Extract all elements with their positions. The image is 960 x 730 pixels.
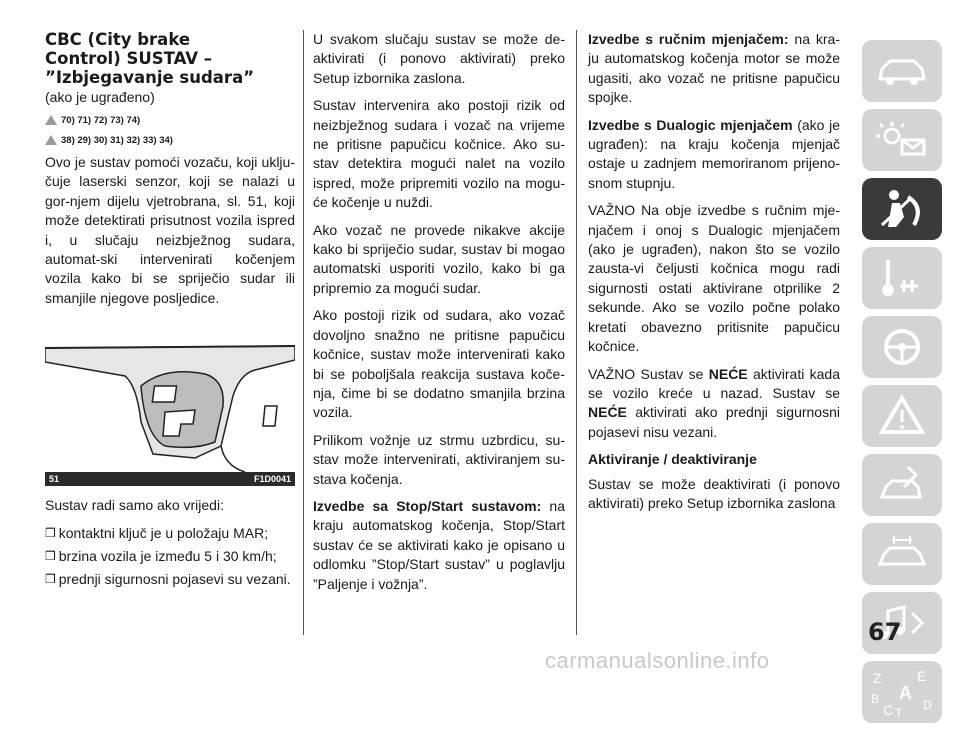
wrench-car-icon xyxy=(874,463,930,507)
warning-triangle-icon xyxy=(874,394,930,438)
index-letter: D xyxy=(923,698,932,712)
tab-index[interactable] xyxy=(862,661,942,723)
title-line-3: ”Izbjegavanje sudara” xyxy=(45,68,255,87)
paragraph-dualogic: Izvedbe s Dualogic mjenjačem (ako je ugrađen): na kraju kočenja mjenjač ostaje u zadnjem memoriranom prijeno-snom stupnju. xyxy=(588,116,841,191)
conditions-intro: Sustav radi samo ako vrijedi: xyxy=(45,497,224,514)
key-icon xyxy=(874,256,930,300)
section-title xyxy=(45,30,295,87)
conditions-list xyxy=(45,524,295,590)
figure-51 xyxy=(45,326,295,486)
warning-triangle-icon xyxy=(45,115,57,125)
figure-caption xyxy=(45,472,295,486)
tab-steering[interactable] xyxy=(862,316,942,378)
paragraph: Sustav se može deaktivirati (i ponovo aktivirati) preko Setup izbornika zaslona xyxy=(588,475,840,511)
paragraph-stop-start: Izvedbe sa Stop/Start sustavom: na kraju automatskog kočenja, Stop/Start sustav će se aktivirati kako je opisano u odlomku ”Stop/Start sustav” u poglavlju ”Paljenje i vožnja”. xyxy=(313,497,565,592)
column-2 xyxy=(313,30,565,602)
paragraph-important-2: VAŽNO Sustav se NEĆE aktivirati kada se vozilo kreće u nazad. Sustav se NEĆE aktivirati ako prednji sigurnosni pojasevi nisu vezani. xyxy=(588,365,841,440)
column-divider xyxy=(576,30,577,635)
title-line-1: CBC (City brake xyxy=(45,30,191,49)
tab-technical-data[interactable] xyxy=(862,523,942,585)
column-1 xyxy=(45,30,295,594)
warning-refs-2-text: 38) 29) 30) 31) 32) 33) 34) xyxy=(61,134,173,146)
warning-refs-1-text: 70) 71) 72) 73) 74) xyxy=(61,114,141,126)
warning-refs-1 xyxy=(45,113,295,127)
title-line-2: Control) SUSTAV – xyxy=(45,49,213,68)
windscreen-sensor-illustration xyxy=(45,326,295,472)
airbag-seat-icon xyxy=(874,187,930,231)
tab-warning-lights[interactable] xyxy=(862,109,942,171)
paragraph: Ako vozač ne provede nikakve akcije kako bi spriječio sudar, sustav bi mogao automatski usporiti vozilo, kako bi ga pripremio za mogući sudar. xyxy=(313,221,565,296)
warning-refs-2 xyxy=(45,133,295,147)
index-letter: Z xyxy=(873,670,882,686)
tab-safety[interactable] xyxy=(862,178,942,240)
checkbox-bullet-icon: ❒ xyxy=(45,572,56,587)
tab-maintenance[interactable] xyxy=(862,454,942,516)
index-letter: C xyxy=(883,702,894,718)
figure-code: F1D0041 xyxy=(253,474,291,485)
data-car-icon xyxy=(874,532,930,576)
paragraph: Sustav intervenira ako postoji rizik od neizbježnog sudara i vozač na vrijeme ne pritisne papučicu kočnice. Ako su-stav detektira mogući nalet na vozilo ispred, može pripremiti vozilo na mogu-će kočenje u nuždi. xyxy=(313,97,565,211)
tab-starting-driving[interactable] xyxy=(862,247,942,309)
tab-emergency[interactable] xyxy=(862,385,942,447)
intro-paragraph: Ovo je sustav pomoći vozaču, koji uklju-čuje laserski senzor, koji se nalazi u gor-njem dijelu vjetrobrana, sl. 51, koji može detektirati prisutnost vozila ispred i, u slučaju neizbježnog sudara, automat-ski intervenirati kočenjem vozila kako bi se spriječio sudar ili smanjile njegove posljedice. xyxy=(45,154,295,306)
steering-wheel-icon xyxy=(874,325,930,369)
car-icon xyxy=(874,53,930,89)
paragraph: Ako postoji rizik od sudara, ako vozač dovoljno snažno ne pritisne papučicu kočnice, sustav može intervenirati kako bi se poboljšala reakcija sustava koče-nja, čime bi se dodatno smanjila brzina vozila. xyxy=(313,307,565,421)
section-subtitle: (ako je ugrađeno) xyxy=(45,89,155,105)
list-item: ❒ kontaktni ključ je u položaju MAR; xyxy=(45,524,295,543)
alphabet-index-icon xyxy=(867,665,937,719)
figure-label: 51 xyxy=(49,474,60,485)
watermark: carmanualsonline.info xyxy=(545,648,770,673)
paragraph-important-1: VAŽNO Na obje izvedbe s ručnim mje-njačem i onoj s Dualogic mjenjačem (ako je ugrađen), nakon što se vozilo zausta-vi čeljusti kočnica mogu radi sigurnosti ostati aktivirane otprilike 2 sekunde. Ako se vozilo počne polako kretati obavezno pritisnite papučicu kočnice. xyxy=(588,202,840,355)
list-item: ❒ prednji sigurnosni pojasevi su vezani. xyxy=(45,570,295,589)
page-number: 67 xyxy=(868,618,902,646)
warning-triangle-icon xyxy=(45,135,57,145)
subsection-heading: Aktiviranje / deaktiviranje xyxy=(588,451,757,468)
paragraph-manual-gearbox: Izvedbe s ručnim mjenjačem: na kra-ju automatskog kočenja motor se može ugasiti, ako vozač ne pritisne papučicu spojke. xyxy=(588,31,840,106)
checkbox-bullet-icon: ❒ xyxy=(45,525,56,540)
index-letter: T xyxy=(895,706,903,719)
paragraph: U svakom slučaju sustav se može de-aktivirati (i ponovo aktivirati) preko Setup izbornika zaslona. xyxy=(313,31,565,86)
index-letter: A xyxy=(899,683,912,703)
column-divider xyxy=(303,30,304,635)
tab-car[interactable] xyxy=(862,40,942,102)
paragraph: Prilikom vožnje uz strmu uzbrdicu, su-stav može intervenirati, aktiviranjem su-stava kočenja. xyxy=(313,431,565,487)
warning-lights-icon xyxy=(874,120,930,160)
index-letter: E xyxy=(917,668,927,684)
checkbox-bullet-icon: ❒ xyxy=(45,549,56,564)
column-3 xyxy=(588,30,840,521)
index-letter: B xyxy=(871,692,880,706)
list-item: ❒ brzina vozila je između 5 i 30 km/h; xyxy=(45,547,295,566)
